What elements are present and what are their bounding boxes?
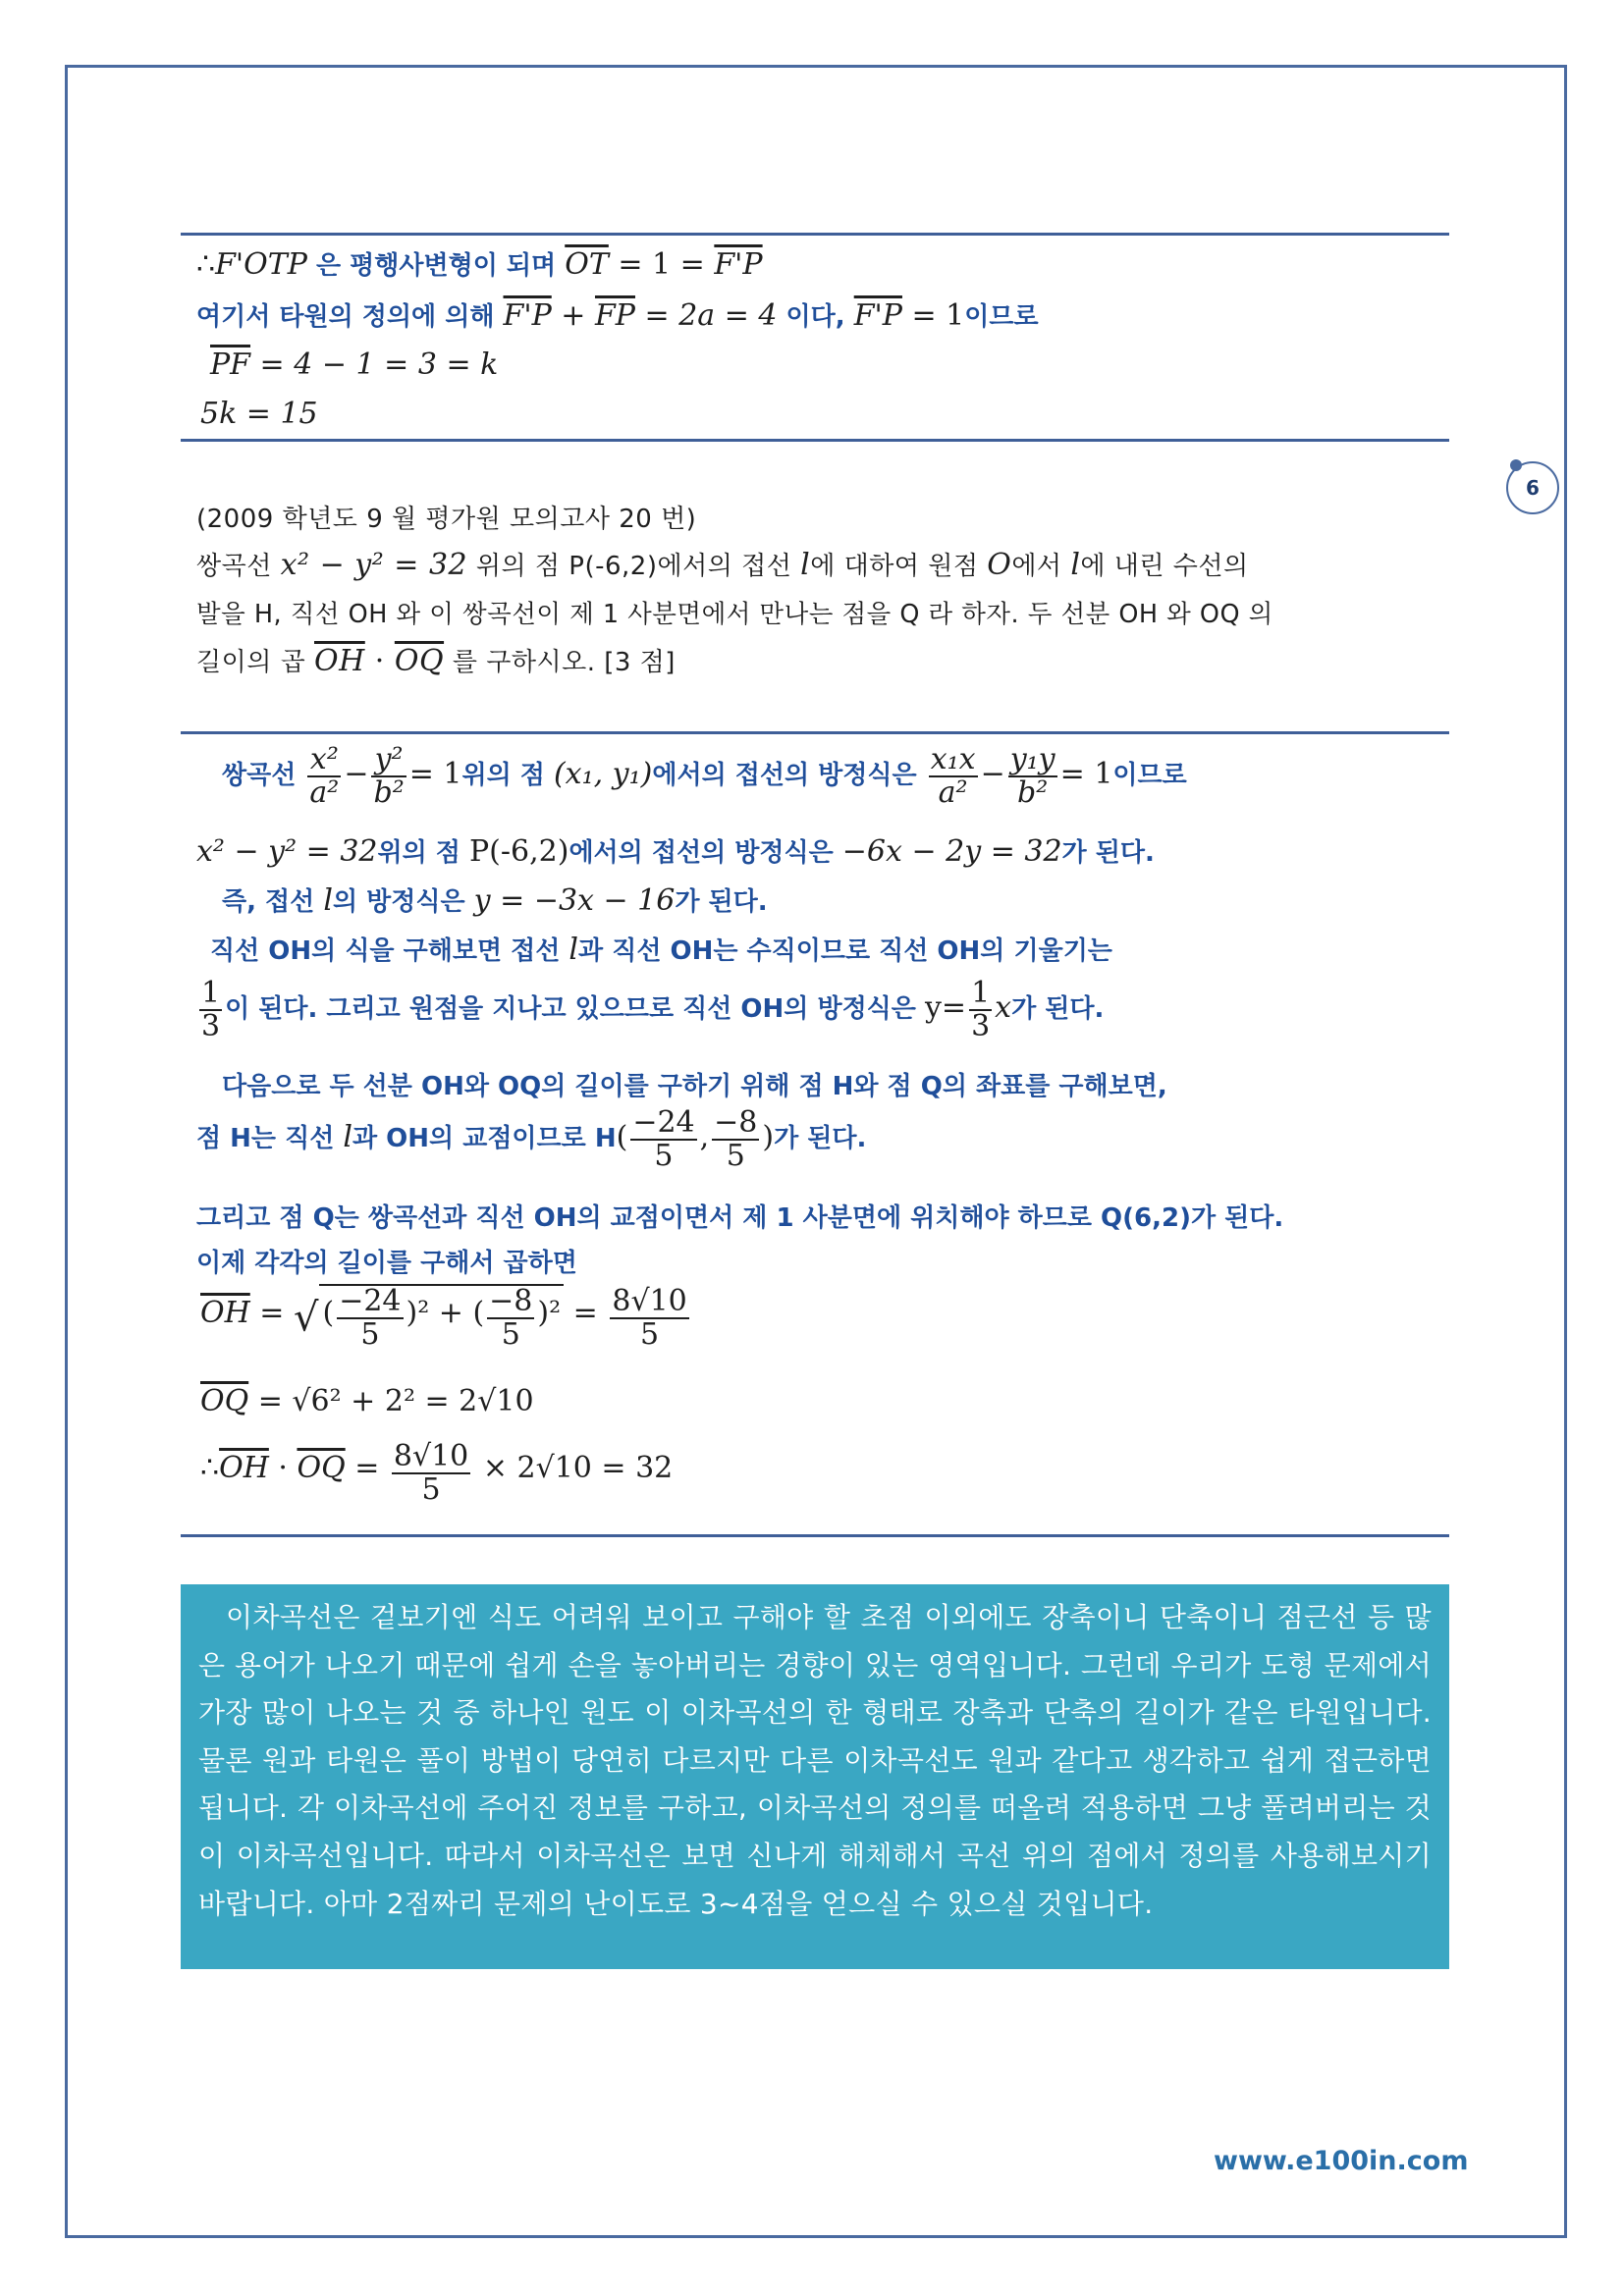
solution1-line-2: 여기서 타원의 정의에 의해 $F'P + \overline{FP} = 2a = 4$ 이다, F'P = 1이므로 bbox=[196, 298, 1039, 333]
fraction: $\frac{8√10}{5}$ bbox=[393, 1439, 469, 1507]
fraction: $\frac{\text{y²}}{\text{b²}}$ bbox=[373, 742, 405, 810]
fraction: $\frac{-24}{5}$ bbox=[339, 1284, 402, 1352]
solution2-line-3: 즉, 접선 l의 방정식은 y = −3x − 16가 된다. bbox=[222, 883, 768, 918]
square-root: ( $\frac{-24}{5}$ )² + ( $\frac{-8}{5}$ )² bbox=[319, 1284, 564, 1350]
solution2-line-7: 점 H는 직선 l과 OH의 교점이므로 H( $\frac{-24}{5}$ , $\frac{-8}{5}$ )가 된다. bbox=[196, 1105, 867, 1173]
solution-block-1 bbox=[196, 240, 1443, 440]
divider-4 bbox=[181, 1534, 1449, 1537]
problem-line-1: 쌍곡선 x² − y² = 32 위의 점 P(-6,2)에서의 접선 l에 대하여 원점 O에서 l에 내린 수선의 bbox=[196, 548, 1249, 582]
solution1-line-3: $\overline{PF} = 4 - 1 = 3 = k$ bbox=[210, 347, 499, 382]
problem-line-3: 길이의 곱 $\overline{OH} \cdot \overline{OQ}$ 를 구하시오. [3 점] bbox=[196, 644, 676, 678]
solution2-line-2: x² − y² = 32위의 점 P(-6,2)에서의 접선의 방정식은 −6x − 2y = 32가 된다. bbox=[196, 834, 1155, 869]
solution2-line-9: 이제 각각의 길이를 구해서 곱하면 bbox=[196, 1249, 577, 1278]
fraction: $\frac{-24}{5}$ bbox=[632, 1105, 695, 1173]
fraction: $\frac{-8}{5}$ bbox=[489, 1284, 533, 1352]
page-number-badge bbox=[1506, 461, 1559, 514]
solution1-line-1: ∴F'OTP 은 평행사변형이 되며 $\overline{OT} = 1 = F'P$ bbox=[196, 247, 763, 282]
fraction: $\frac{\text{y₁y}}{\text{b²}}$ bbox=[1009, 742, 1056, 810]
fraction: $\frac{1}{3}$ bbox=[971, 976, 991, 1043]
problem-line-2: 발을 H, 직선 OH 와 이 쌍곡선이 제 1 사분면에서 만나는 점을 Q 라 하자. 두 선분 OH 와 OQ 의 bbox=[196, 600, 1273, 629]
solution2-line-10: $\overline{OH}$ = √ ( $\frac{-24}{5}$ )² + ( $\frac{-8}{5}$ )² = $\frac{8√10}{5}$ bbox=[200, 1284, 687, 1352]
fraction: $\frac{8√10}{5}$ bbox=[612, 1284, 687, 1352]
page-number: 6 bbox=[1526, 476, 1540, 500]
solution2-line-6: 다음으로 두 선분 OH와 OQ의 길이를 구하기 위해 점 H와 점 Q의 좌표를 구해보면, bbox=[222, 1072, 1167, 1101]
commentary-box bbox=[181, 1584, 1449, 1969]
badge-dot bbox=[1510, 459, 1522, 471]
solution1-line-4: 5k = 15 bbox=[200, 397, 318, 431]
solution-block-2 bbox=[196, 738, 1443, 1533]
commentary-text: 이차곡선은 겉보기엔 식도 어려워 보이고 구해야 할 초점 이외에도 장축이니 단축이니 점근선 등 많은 용어가 나오기 때문에 쉽게 손을 놓아버리는 경향이 있는 영역입니다. 그런데 우리가 도형 문제에서 가장 많이 나오는 것 중 하나인 원도 이 이차곡선의 한 형태로 장축과 단축의 길이가 같은 타원입니다. 물론 원과 타원은 풀이 방법이 당연히 다르지만 다른 이차곡선도 원과 같다고 생각하고 쉽게 접근하면 됩니다. 각 이차곡선에 주어진 정보를 구하고, 이차곡선의 정의를 떠올려 적용하면 그냥 풀려버리는 것이 이차곡선입니다. 따라서 이차곡선은 보면 신나게 해체해서 곡선 위의 점에서 정의를 사용해보시기 바랍니다. 아마 2점짜리 문제의 난이도로 3~4점을 얻으실 수 있으실 것입니다. bbox=[198, 1601, 1432, 1920]
fraction: $\frac{1}{3}$ bbox=[201, 976, 221, 1043]
divider-3 bbox=[181, 731, 1449, 734]
fraction: $\frac{-8}{5}$ bbox=[714, 1105, 758, 1173]
solution2-line-5: $\frac{1}{3}$ 이 된다. 그리고 원점을 지나고 있으므로 직선 OH의 방정식은 y= $\frac{1}{3}$ x가 된다. bbox=[201, 976, 1105, 1043]
fraction: $\frac{\text{x₁x}}{\text{a²}}$ bbox=[930, 742, 976, 810]
solution2-line-1: 쌍곡선 $\frac{\text{x²}}{\text{a²}}$ − $\frac{\text{y²}}{\text{b²}}$ = 1위의 점 (x₁, y₁)에서의 접선의 방정식은 $\frac{\text{x₁x}}{\text{a²}}$ − $\frac{\text{y₁y}}{\text{b²}}$ = 1이므로 bbox=[222, 742, 1187, 810]
solution2-line-12: $\therefore\overline{OH} \cdot \overline{OQ}$ = $\frac{8√10}{5}$ × 2√10 = 32 bbox=[200, 1439, 674, 1507]
solution2-line-11: $\overline{OQ} = √6^2 + 2^2 = 2√10$ bbox=[200, 1384, 534, 1418]
fraction: $\frac{\text{x²}}{\text{a²}}$ bbox=[309, 742, 340, 810]
solution2-line-8: 그리고 점 Q는 쌍곡선과 직선 OH의 교점이면서 제 1 사분면에 위치해야 하므로 Q(6,2)가 된다. bbox=[196, 1203, 1284, 1233]
divider-top bbox=[181, 233, 1449, 236]
divider-2 bbox=[181, 439, 1449, 442]
footer-url: www.e100in.com bbox=[1214, 2146, 1469, 2176]
problem-block bbox=[196, 491, 1443, 687]
problem-source: (2009 학년도 9 월 평가원 모의고사 20 번) bbox=[196, 505, 697, 534]
solution2-line-4: 직선 OH의 식을 구해보면 접선 l과 직선 OH는 수직이므로 직선 OH의 기울기는 bbox=[210, 933, 1112, 967]
